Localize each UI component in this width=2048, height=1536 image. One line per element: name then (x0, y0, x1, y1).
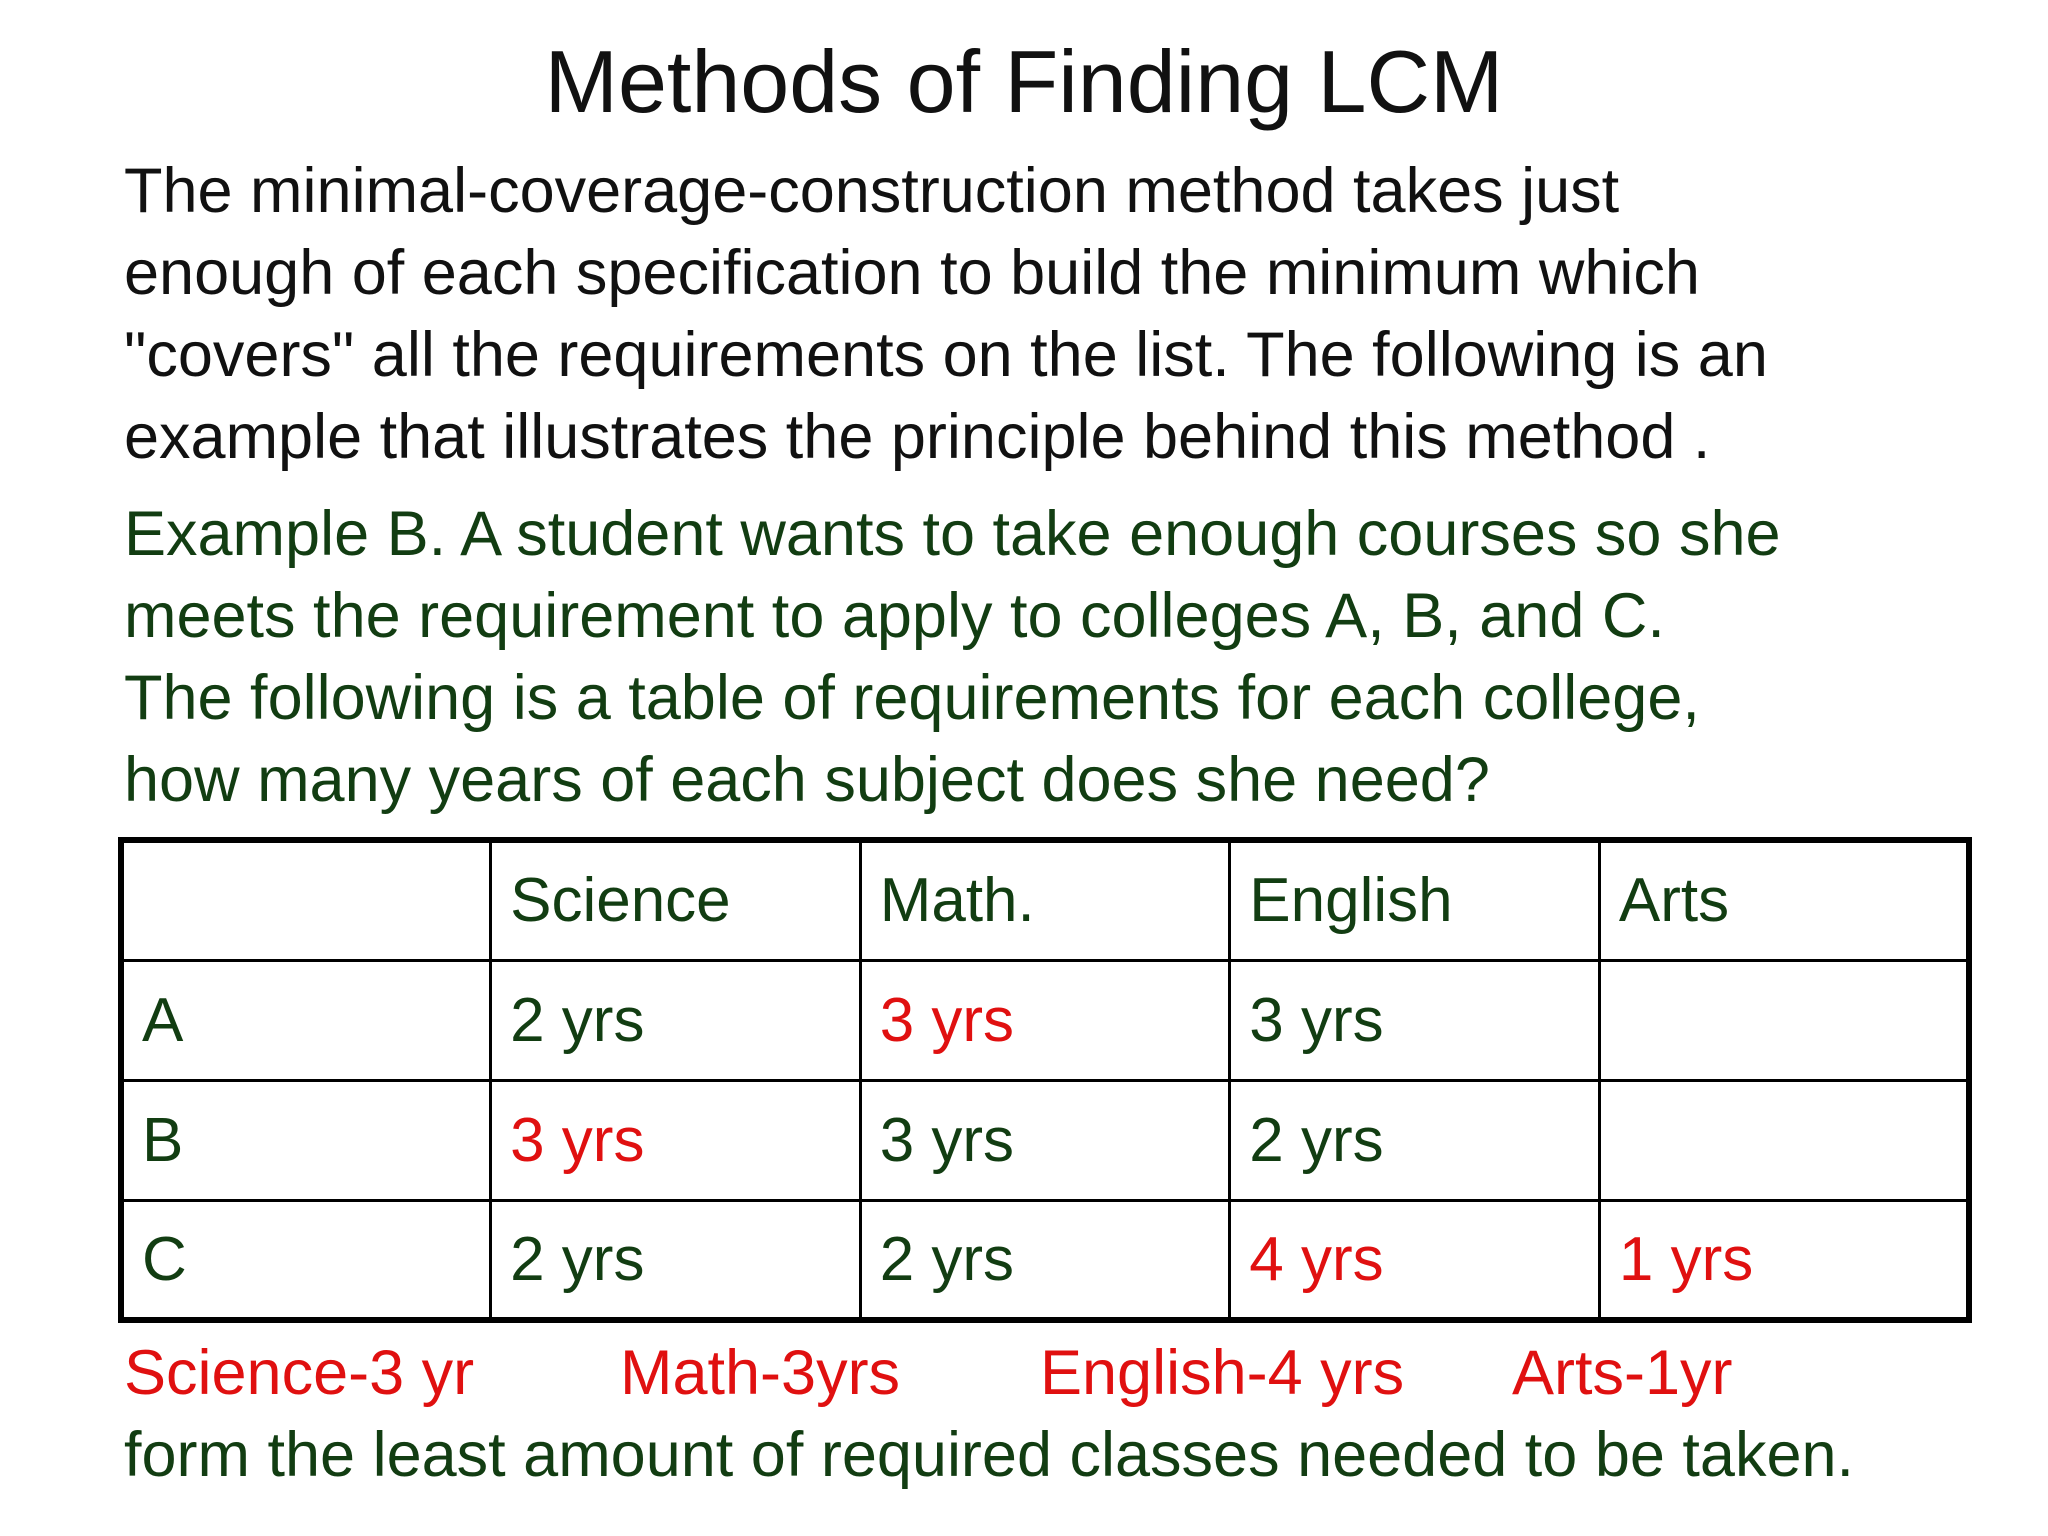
table-cell: 2 yrs (1230, 1080, 1600, 1200)
answer-arts: Arts-1yr (1512, 1338, 1733, 1408)
table-cell: 2 yrs (491, 960, 861, 1080)
answer-english: English-4 yrs (1040, 1338, 1405, 1408)
table-row (121, 1200, 1969, 1320)
example-line: The following is a table of requirements for each college, (124, 663, 1700, 733)
table-cell: 3 yrs (860, 1080, 1230, 1200)
row-label-a: A (121, 960, 491, 1080)
table-cell (1599, 960, 1969, 1080)
intro-paragraph (124, 150, 2024, 478)
header-cell-math: Math. (860, 840, 1230, 960)
table-cell: 3 yrs (1230, 960, 1600, 1080)
table-cell: 2 yrs (491, 1200, 861, 1320)
intro-line: enough of each specification to build the minimum which (124, 238, 1700, 308)
table-row (121, 1080, 1969, 1200)
requirements-table (118, 837, 1972, 1323)
intro-line: The minimal-coverage-construction method takes just (124, 156, 1620, 226)
table-cell-highlight: 3 yrs (860, 960, 1230, 1080)
table-cell (1599, 1080, 1969, 1200)
example-line: Example B. A student wants to take enough courses so she (124, 499, 1781, 569)
example-paragraph (124, 493, 2024, 821)
example-line: meets the requirement to apply to colleges A, B, and C. (124, 581, 1665, 651)
header-cell-science: Science (491, 840, 861, 960)
conclusion-text: form the least amount of required classes needed to be taken. (124, 1420, 1855, 1490)
row-label-b: B (121, 1080, 491, 1200)
answer-science: Science-3 yr (124, 1338, 475, 1408)
intro-line: "covers" all the requirements on the list. The following is an (124, 320, 1768, 390)
answer-math: Math-3yrs (620, 1338, 901, 1408)
row-label-c: C (121, 1200, 491, 1320)
table-cell-highlight: 3 yrs (491, 1080, 861, 1200)
table-row (121, 960, 1969, 1080)
table-cell-highlight: 4 yrs (1230, 1200, 1600, 1320)
table-cell: 2 yrs (860, 1200, 1230, 1320)
header-cell-english: English (1230, 840, 1600, 960)
slide-title: Methods of Finding LCM (544, 32, 1504, 131)
header-cell-empty (121, 840, 491, 960)
header-cell-arts: Arts (1599, 840, 1969, 960)
table-cell-highlight: 1 yrs (1599, 1200, 1969, 1320)
intro-line: example that illustrates the principle behind this method . (124, 402, 1711, 472)
answer-summary (124, 1332, 2024, 1414)
example-line: how many years of each subject does she need? (124, 745, 1490, 815)
table-header-row (121, 840, 1969, 960)
